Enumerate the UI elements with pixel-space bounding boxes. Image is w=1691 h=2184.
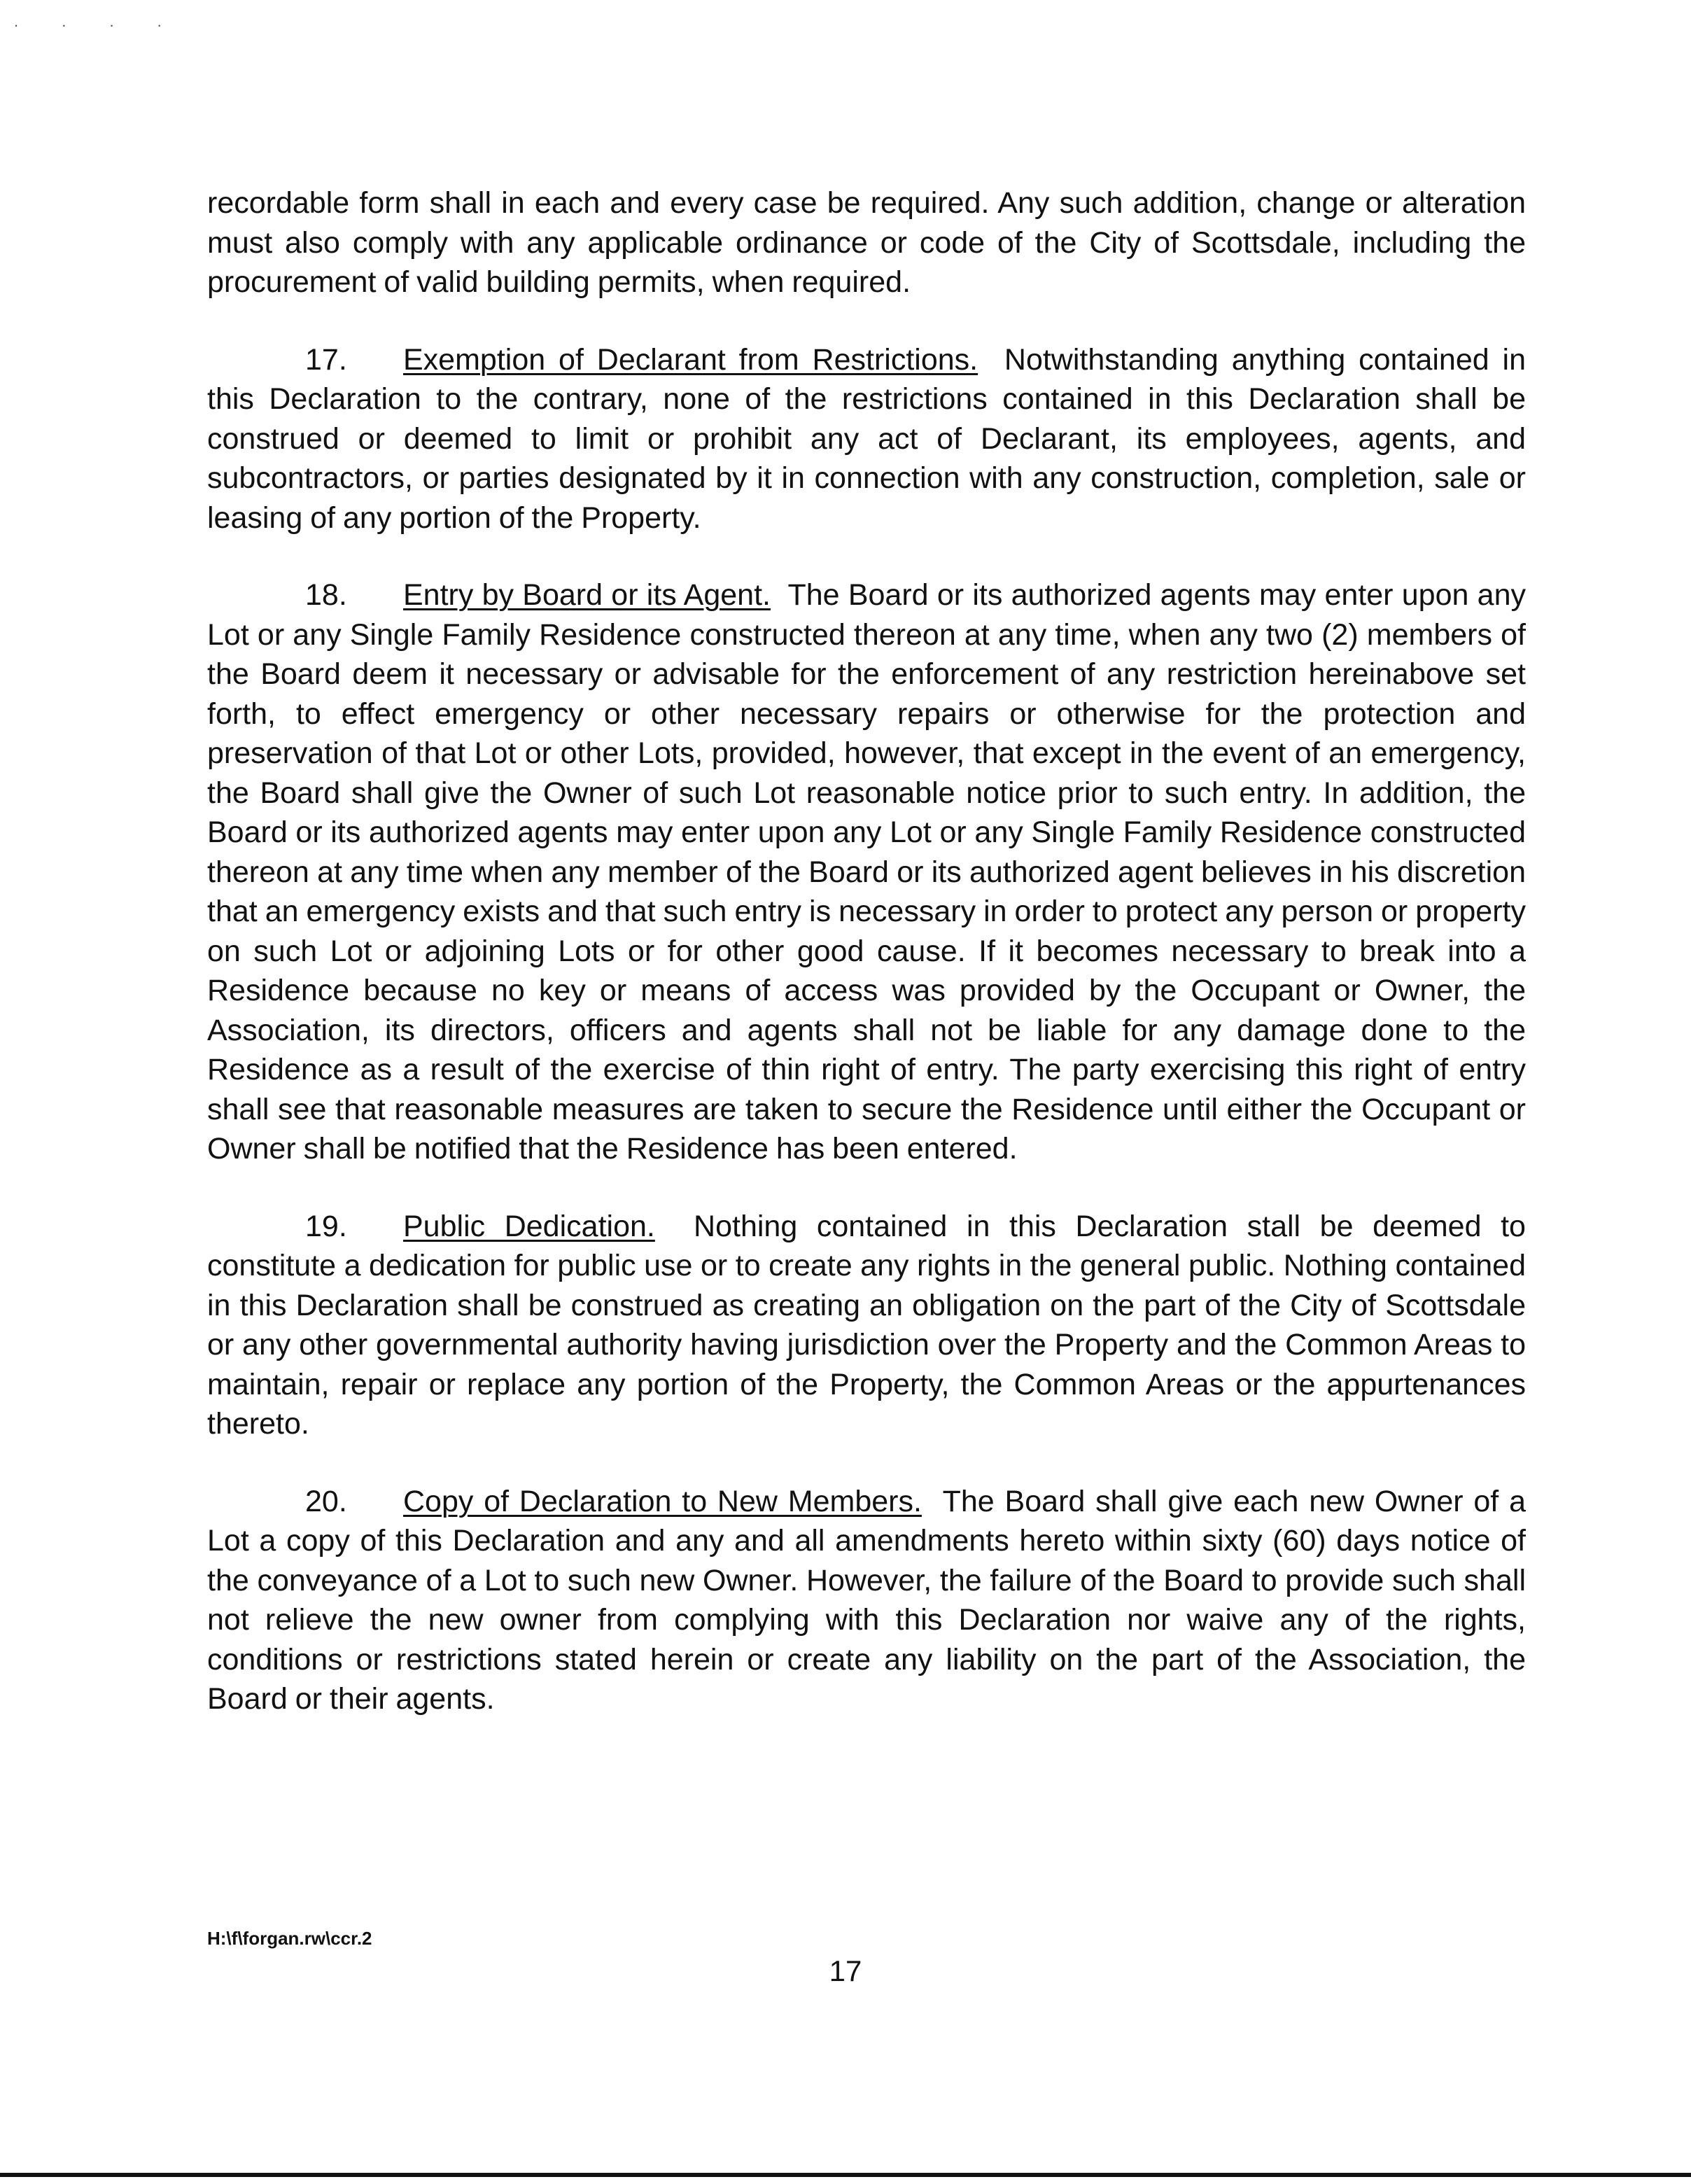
section-text: Nothing contained in this Declaration stall be deemed to constitute a dedication for public use or to create any rights in the general public. Nothing contained in this Declaration shall be construed as creating an obligation on the part of the City of Scottsdale or any other governmental authority having jurisdiction over the Property and the Common Areas to maintain, repair or replace any portion of the Property, the Common Areas or the appurtenances thereto.: [207, 1209, 1526, 1441]
section-number: 17.: [305, 342, 347, 377]
section-heading: Copy of Declaration to New Members.: [403, 1484, 922, 1518]
section-heading: Entry by Board or its Agent.: [403, 578, 771, 612]
continued-paragraph: [207, 183, 1526, 302]
section-number: 19.: [305, 1209, 347, 1243]
section-20: [207, 1482, 1526, 1719]
bottom-rule: [0, 2173, 1691, 2177]
paragraph-text: recordable form shall in each and every case be required. Any such addition, change or alteration must also comply with any applicable ordinance or code of the City of Scottsdale, including the procurement of valid building permits, when required.: [207, 186, 1526, 299]
section-heading: Public Dedication.: [403, 1209, 655, 1243]
section-text: The Board shall give each new Owner of a Lot a copy of this Declaration and any and all amendments hereto within sixty (60) days notice of the conveyance of a Lot to such new Owner. However, the failure of the Board to provide such shall not relieve the new owner from complying with this Declaration nor waive any of the rights, conditions or restrictions stated herein or create any liability on the part of the Association, the Board or their agents.: [207, 1484, 1526, 1716]
section-number: 20.: [305, 1484, 347, 1518]
section-text: Notwithstanding anything contained in this Declaration to the contrary, none of the restrictions contained in this Declaration shall be construed or deemed to limit or prohibit any act of Declarant, its employees, agents, and subcontractors, or parties designated by it in connection with any construction, completion, sale or leasing of any portion of the Property.: [207, 342, 1527, 535]
file-path: H:\f\forgan.rw\ccr.2: [207, 1928, 372, 1949]
section-17: [207, 340, 1526, 538]
section-text: The Board or its authorized agents may enter upon any Lot or any Single Family Residence constructed thereon at any time, when any two (2) members of the Board deem it necessary or advisable for the enforcement of any restriction hereinabove set forth, to effect emergency or other necessary repairs or otherwise for the protection and preservation of that Lot or other Lots, provided, however, that except in the event of an emergency, the Board shall give the Owner of such Lot reasonable notice prior to such entry. In addition, the Board or its authorized agents may enter upon any Lot or any Single Family Residence constructed thereon at any time when any member of the Board or its authorized agent believes in his discretion that an emergency exists and that such entry is necessary in order to protect any person or property on such Lot or adjoining Lots or for other good cause. If it becomes necessary to break into a Residence because no key or means of access was provided by the Occupant or Owner, the Association, its directors, officers and agents shall not be liable for any damage done to the Residence as a result of the exercise of thin right of entry. The party exercising this right of entry shall see that reasonable measures are taken to secure the Residence until either the Occupant or Owner shall be notified that the Residence has been entered.: [207, 578, 1526, 1166]
section-heading: Exemption of Declarant from Restrictions.: [403, 342, 978, 377]
page-number: 17: [829, 1954, 862, 1987]
section-number: 18.: [305, 578, 347, 612]
section-19: [207, 1207, 1526, 1444]
document-body: [207, 183, 1526, 1757]
section-18: [207, 575, 1526, 1169]
scan-specks: . . . .: [14, 13, 181, 30]
